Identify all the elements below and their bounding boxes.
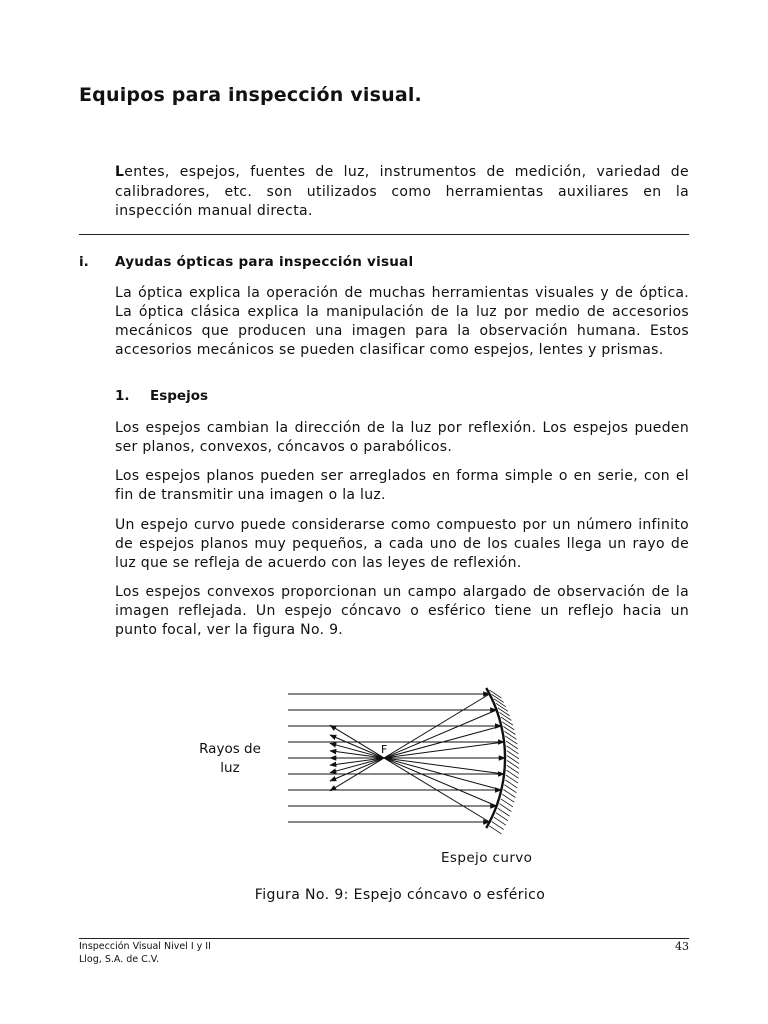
hatch-line bbox=[501, 717, 513, 725]
hatch-line bbox=[507, 751, 519, 759]
focal-point-label: F bbox=[381, 743, 388, 756]
mirrors-paragraph-2: Los espejos planos pueden ser arreglados en forma simple o en serie, con el fin de transmitir una imagen o la luz. bbox=[115, 468, 689, 503]
hatch-line bbox=[507, 756, 519, 764]
reflected-ray bbox=[330, 742, 504, 765]
page-title: Equipos para inspección visual. bbox=[79, 84, 422, 106]
section-heading: Ayudas ópticas para inspección visual bbox=[115, 254, 414, 270]
hatch-line bbox=[505, 736, 517, 744]
light-rays bbox=[288, 694, 505, 822]
hatch-line bbox=[507, 760, 519, 768]
rays-label: Rayos de luz bbox=[199, 741, 261, 776]
figure-caption: Figura No. 9: Espejo cóncavo o esférico bbox=[254, 887, 546, 903]
hatch-line bbox=[503, 727, 515, 735]
hatch-line bbox=[504, 731, 516, 739]
drop-letter: L bbox=[115, 164, 125, 180]
subsection-number: 1. bbox=[115, 388, 130, 404]
section-divider bbox=[79, 234, 689, 235]
reflected-ray bbox=[330, 743, 501, 790]
mirrors-paragraph-3: Un espejo curvo puede considerarse como compuesto por un número infinito de espejos planos muy pequeños, a cada uno de los cuales llega un rayo de luz que se refleja de acuerdo con las leyes de reflexión. bbox=[115, 517, 689, 571]
footer-text: Inspección Visual Nivel I y II Llog, S.A. de C.V. bbox=[79, 941, 211, 965]
hatch-line bbox=[507, 765, 519, 773]
footer-divider bbox=[79, 938, 689, 939]
page-number: 43 bbox=[675, 940, 689, 953]
hatch-line bbox=[502, 722, 514, 730]
reflected-ray bbox=[330, 751, 504, 774]
section-number: i. bbox=[79, 254, 89, 270]
subsection-heading: Espejos bbox=[150, 388, 209, 404]
mirrors-paragraph-4: Los espejos convexos proporcionan un campo alargado de observación de la imagen reflejada. Un espejo cóncavo o esférico tiene un reflejo hacia un punto focal, ver la figura No. 9. bbox=[115, 584, 689, 638]
hatch-line bbox=[498, 708, 510, 716]
mirrors-paragraph-1: Los espejos cambian la dirección de la luz por reflexión. Los espejos pueden ser planos, convexos, cóncavos o parabólicos. bbox=[115, 420, 689, 455]
hatch-line bbox=[506, 741, 518, 749]
hatch-line bbox=[507, 746, 519, 754]
reflected-ray bbox=[330, 726, 501, 773]
mirror-label: Espejo curvo bbox=[441, 850, 533, 866]
intro-text: entes, espejos, fuentes de luz, instrumentos de medición, variedad de calibradores, etc. son utilizados como herramientas auxiliares en la inspección manual directa. bbox=[115, 164, 689, 219]
intro-paragraph bbox=[115, 163, 689, 222]
hatch-line bbox=[499, 712, 511, 720]
section-paragraph: La óptica explica la operación de muchas herramientas visuales y de óptica. La óptica clásica explica la manipulación de la luz por medio de accesorios mecánicos que producen una imagen para la observación humana. Estos accesorios mecánicos se pueden clasificar como espejos, lentes y prismas. bbox=[115, 285, 689, 358]
